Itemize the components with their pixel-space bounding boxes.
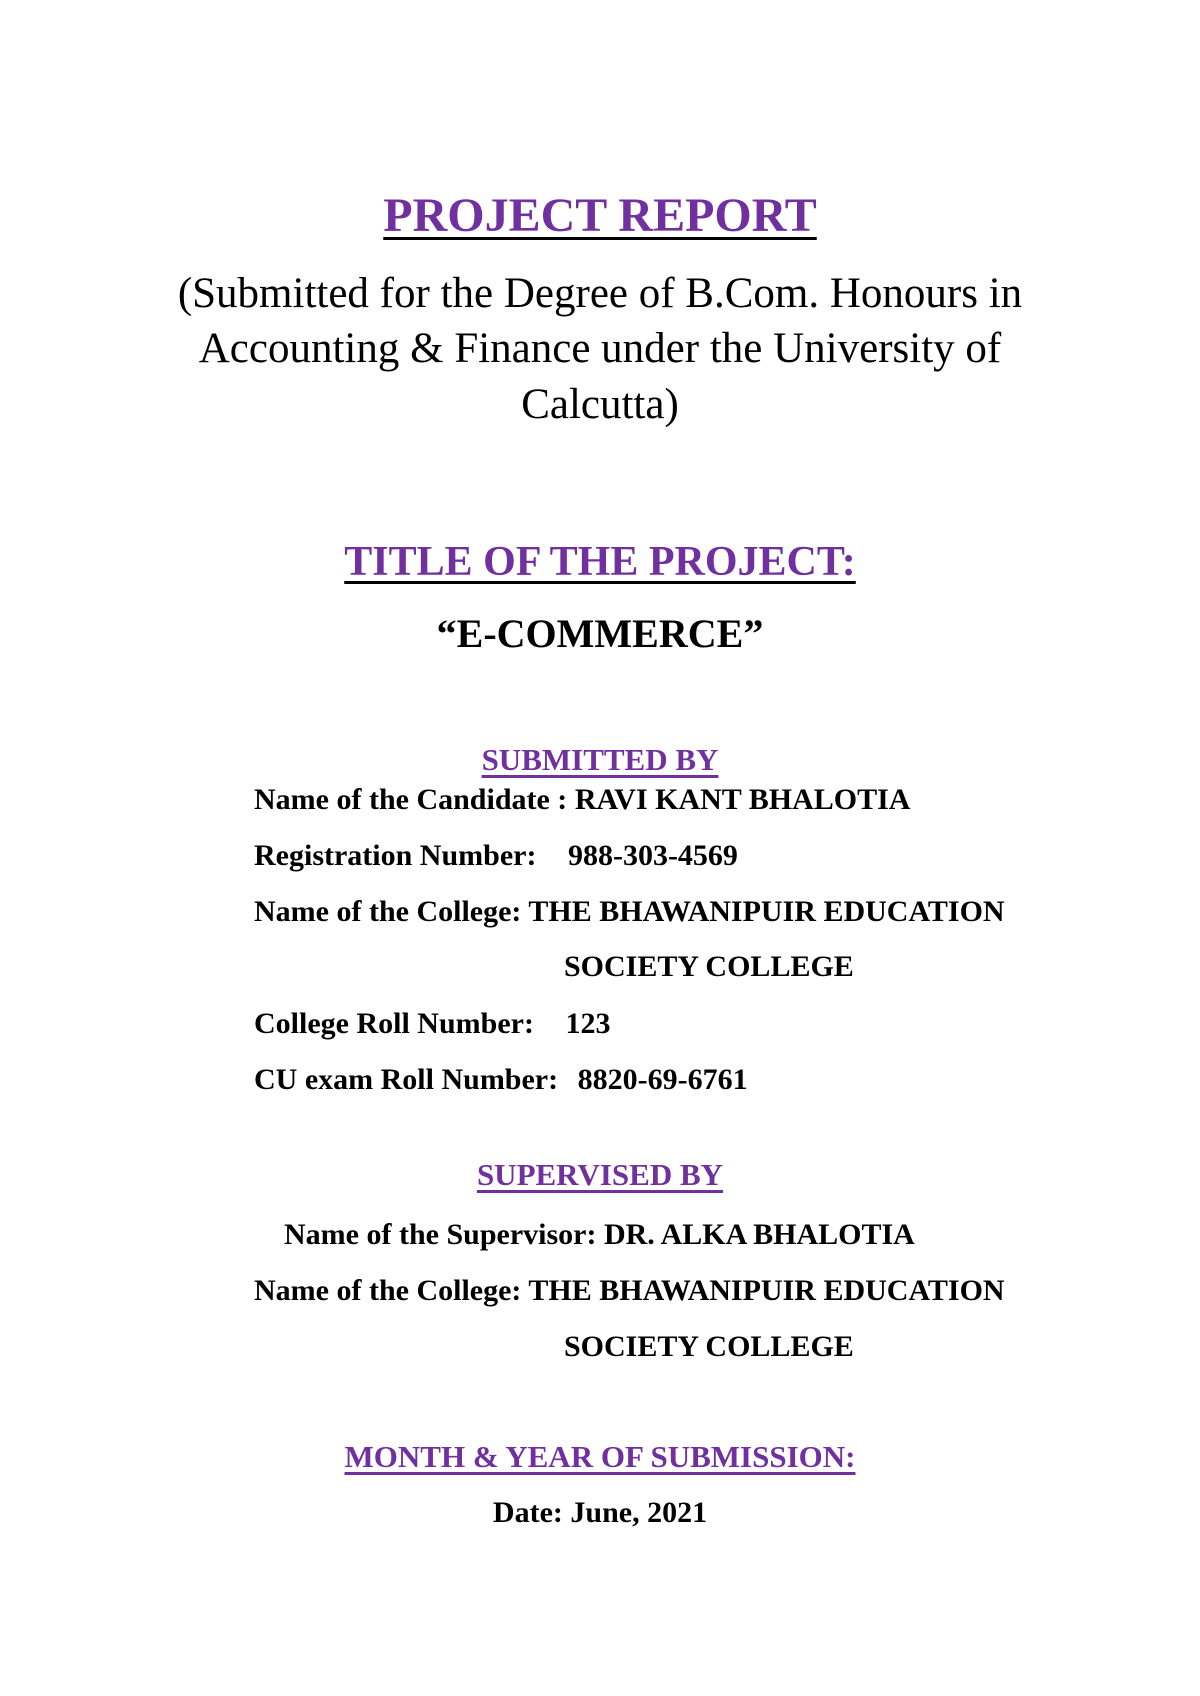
subtitle-line-2: Accounting & Finance under the University of — [198, 325, 1002, 372]
candidate-name-row — [254, 783, 910, 817]
college-name-label: Name of the College: — [254, 895, 522, 928]
submission-month-year-heading-text: MONTH & YEAR OF SUBMISSION: — [344, 1439, 856, 1474]
candidate-name-value: RAVI KANT BHALOTIA — [574, 783, 911, 816]
supervised-by-heading — [0, 1157, 1200, 1193]
project-title: “E-COMMERCE” — [436, 611, 764, 656]
project-title-heading-text: TITLE OF THE PROJECT: — [344, 539, 856, 585]
cu-exam-roll-number-row — [254, 1063, 748, 1097]
submitted-by-heading-text: SUBMITTED BY — [481, 742, 719, 777]
registration-number-label: Registration Number: — [254, 839, 537, 872]
submission-date: Date: June, 2021 — [492, 1496, 708, 1529]
candidate-name-label: Name of the Candidate : — [254, 783, 568, 816]
supervisor-name-label: Name of the Supervisor: — [284, 1218, 597, 1251]
college-name-row — [254, 895, 1005, 929]
college-roll-number-label: College Roll Number: — [254, 1007, 534, 1040]
supervisor-college-value: THE BHAWANIPUIR EDUCATION — [528, 1274, 1005, 1307]
subtitle-line-3: Calcutta) — [521, 381, 679, 428]
college-roll-number-value: 123 — [565, 1007, 611, 1040]
college-roll-number-row — [254, 1007, 610, 1041]
supervisor-name-row — [284, 1218, 915, 1252]
cu-exam-roll-number-label: CU exam Roll Number: — [254, 1063, 559, 1096]
college-name-value-continued: SOCIETY COLLEGE — [564, 950, 854, 983]
submission-month-year-heading — [0, 1439, 1200, 1475]
supervisor-name-value: DR. ALKA BHALOTIA — [603, 1218, 915, 1251]
report-title-text: PROJECT REPORT — [383, 189, 817, 242]
submitted-by-heading — [0, 742, 1200, 778]
subtitle-line-1: (Submitted for the Degree of B.Com. Honours in — [177, 270, 1023, 317]
project-title-heading — [0, 538, 1200, 586]
supervisor-college-label: Name of the College: — [254, 1274, 522, 1307]
supervised-by-heading-text: SUPERVISED BY — [476, 1157, 724, 1192]
registration-number-value: 988-303-4569 — [567, 839, 738, 872]
cu-exam-roll-number-value: 8820-69-6761 — [577, 1063, 748, 1096]
registration-number-row — [254, 839, 738, 873]
report-title — [0, 188, 1200, 243]
college-name-value: THE BHAWANIPUIR EDUCATION — [528, 895, 1005, 928]
supervisor-college-value-continued: SOCIETY COLLEGE — [564, 1330, 854, 1363]
supervisor-college-row — [254, 1274, 1005, 1308]
